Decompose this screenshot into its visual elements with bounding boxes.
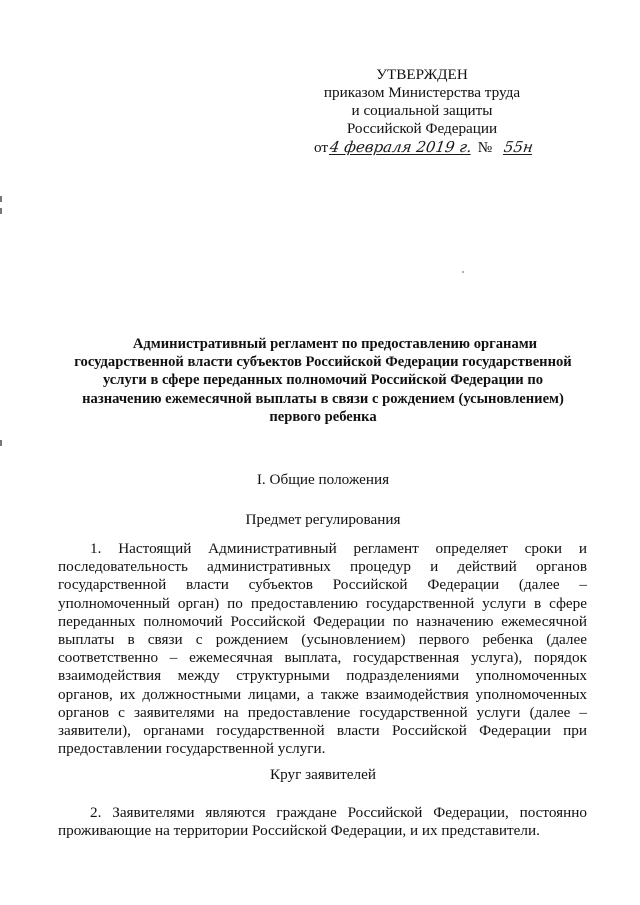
title-line: Административный регламент по предоставлению органами (132, 336, 538, 352)
scan-edge-mark (0, 208, 2, 214)
title-line: услуги в сфере переданных полномочий Российской Федерации по (102, 372, 544, 389)
scan-edge-mark (0, 196, 2, 202)
paragraph-line: проживающие на территории Российской Федерации, и их представители. (58, 822, 540, 840)
subheading-subject: Предмет регулирования (245, 511, 401, 528)
paragraph-line: государственной власти субъектов Российской Федерации (далее – (58, 576, 587, 594)
title-line: государственной власти субъектов Российской Федерации государственной (74, 354, 572, 371)
paragraph-line: органов, их должностными лицами, а также взаимодействия уполномоченных (58, 685, 587, 703)
approval-line: и социальной защиты (351, 102, 493, 119)
title-line: первого ребенка (269, 408, 377, 425)
paragraph-2 (58, 804, 587, 840)
section-heading: I. Общие положения (256, 471, 390, 488)
from-label: от (314, 139, 329, 156)
paragraph-line: переданных полномочий Российской Федерации по назначению ежемесячной (58, 612, 587, 630)
subheading-applicants: Круг заявителей (270, 766, 376, 783)
title-line: назначению ежемесячной выплаты в связи с рождением (усыновлением) (82, 390, 564, 407)
order-date-number-line (300, 138, 544, 157)
paragraph-line: 2. Заявителями являются граждане Российской Федерации, постоянно (90, 804, 587, 821)
number-label: № (477, 139, 493, 156)
scan-speck (462, 271, 464, 273)
paragraph-line: 1. Настоящий Административный регламент определяет сроки и (90, 540, 587, 557)
scan-edge-mark (0, 440, 2, 446)
approval-line: Российской Федерации (346, 120, 498, 137)
paragraph-line: последовательность административных процедур и действий органов (58, 558, 587, 576)
paragraph-line: выплаты в связи с рождением (усыновлением) первого ребенка (далее (58, 631, 587, 649)
handwritten-date: 4 февраля 2019 г. (328, 138, 474, 156)
approval-block (300, 66, 544, 157)
paragraph-line: органов с заявителями на предоставление государственной услуги (далее – (58, 703, 587, 721)
paragraph-1 (58, 540, 587, 758)
approval-heading: УТВЕРЖДЕН (376, 66, 468, 83)
paragraph-line: заявители), органами государственной власти Российской Федерации при (58, 722, 587, 740)
paragraph-line: предоставлении государственной услуги. (58, 740, 326, 758)
document-title (58, 335, 588, 426)
paragraph-line: уполномоченный орган) по предоставлению государственной услуги в сфере (58, 594, 587, 612)
handwritten-number: 55н (503, 138, 535, 156)
paragraph-line: взаимодействия между структурными подразделениями уполномоченных (58, 667, 587, 685)
approval-line: приказом Министерства труда (323, 84, 521, 101)
paragraph-line: соответственно – ежемесячная выплата, государственная услуга), порядок (58, 649, 587, 667)
